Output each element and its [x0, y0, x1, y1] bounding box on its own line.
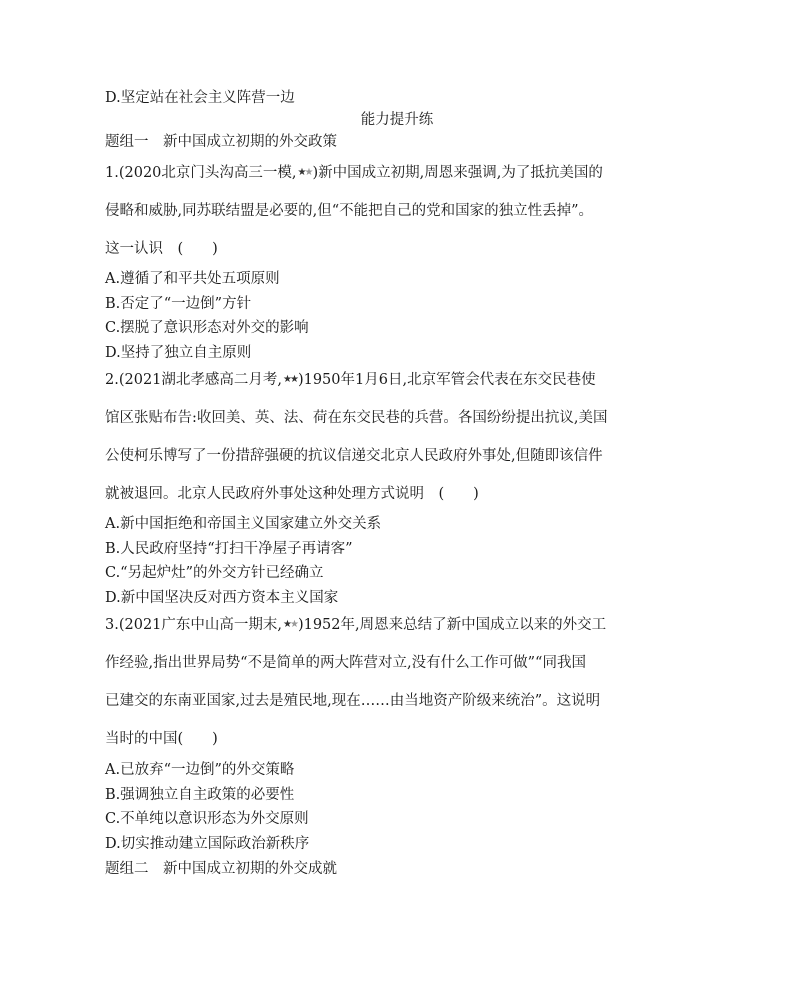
difficulty-stars-icon: ★★ [297, 167, 312, 178]
question-2-line-4: 就被退回。北京人民政府外事处这种处理方式说明 ( ) [105, 486, 479, 502]
question-3-option-d: D.切实推动建立国际政治新秩序 [105, 836, 310, 852]
group-1-title: 题组一 新中国成立初期的外交政策 [105, 134, 337, 150]
question-2-line-2: 馆区张贴布告:收回美、英、法、荷在东交民巷的兵营。各国纷纷提出抗议,美国 [105, 410, 608, 426]
question-2-option-c: C.“另起炉灶”的外交方针已经确立 [105, 565, 324, 581]
question-3-line-4: 当时的中国( ) [105, 731, 218, 747]
question-1-option-c: C.摆脱了意识形态对外交的影响 [105, 320, 309, 336]
question-2-option-a: A.新中国拒绝和帝国主义国家建立外交关系 [105, 516, 382, 532]
question-3-line-3: 已建交的东南亚国家,过去是殖民地,现在……由当地资产阶级来统治”。这说明 [105, 693, 601, 709]
question-1-text: )新中国成立初期,周恩来强调,为了抵抗美国的 [312, 165, 603, 181]
question-2-text: )1950年1月6日,北京军管会代表在东交民巷使 [297, 372, 596, 388]
question-3-option-c: C.不单纯以意识形态为外交原则 [105, 811, 309, 827]
question-2-number: 2. [105, 372, 119, 388]
difficulty-stars-icon: ★★ [283, 374, 297, 385]
prev-question-option-d: D.坚定站在社会主义阵营一边 [105, 90, 295, 106]
question-3-option-b: B.强调独立自主政策的必要性 [105, 787, 295, 803]
section-title: 能力提升练 [360, 112, 434, 128]
question-1-option-d: D.坚持了独立自主原则 [105, 345, 252, 361]
question-3-source: (2021广东中山高一期末, [118, 617, 283, 633]
question-2-source: (2021湖北孝感高二月考, [118, 372, 283, 388]
question-2-line-1 [105, 370, 596, 390]
question-1-source: (2020北京门头沟高三一模, [118, 165, 297, 181]
question-3-text: )1952年,周恩来总结了新中国成立以来的外交工 [297, 617, 607, 633]
question-2-option-b: B.人民政府坚持“打扫干净屋子再请客” [105, 541, 353, 557]
question-1-line-2: 侵略和威胁,同苏联结盟是必要的,但“不能把自己的党和国家的独立性丢掉”。 [105, 203, 594, 219]
question-3-line-2: 作经验,指出世界局势“不是简单的两大阵营对立,没有什么工作可做”“同我国 [105, 655, 586, 671]
difficulty-stars-icon: ★★ [283, 619, 297, 630]
group-2-title: 题组二 新中国成立初期的外交成就 [105, 861, 337, 877]
question-1-option-a: A.遵循了和平共处五项原则 [105, 271, 280, 287]
question-2-line-3: 公使柯乐博写了一份措辞强硬的抗议信递交北京人民政府外事处,但随即该信件 [105, 448, 603, 464]
question-3-number: 3. [105, 617, 119, 633]
question-3-option-a: A.已放弃“一边倒”的外交策略 [105, 762, 295, 778]
question-2-option-d: D.新中国坚决反对西方资本主义国家 [105, 590, 339, 606]
question-1-line-3: 这一认识 ( ) [105, 241, 218, 257]
question-1-line-1 [105, 163, 603, 183]
question-1-option-b: B.否定了“一边倒”方针 [105, 296, 252, 312]
question-1-number: 1. [105, 165, 119, 181]
question-3-line-1 [105, 615, 606, 635]
